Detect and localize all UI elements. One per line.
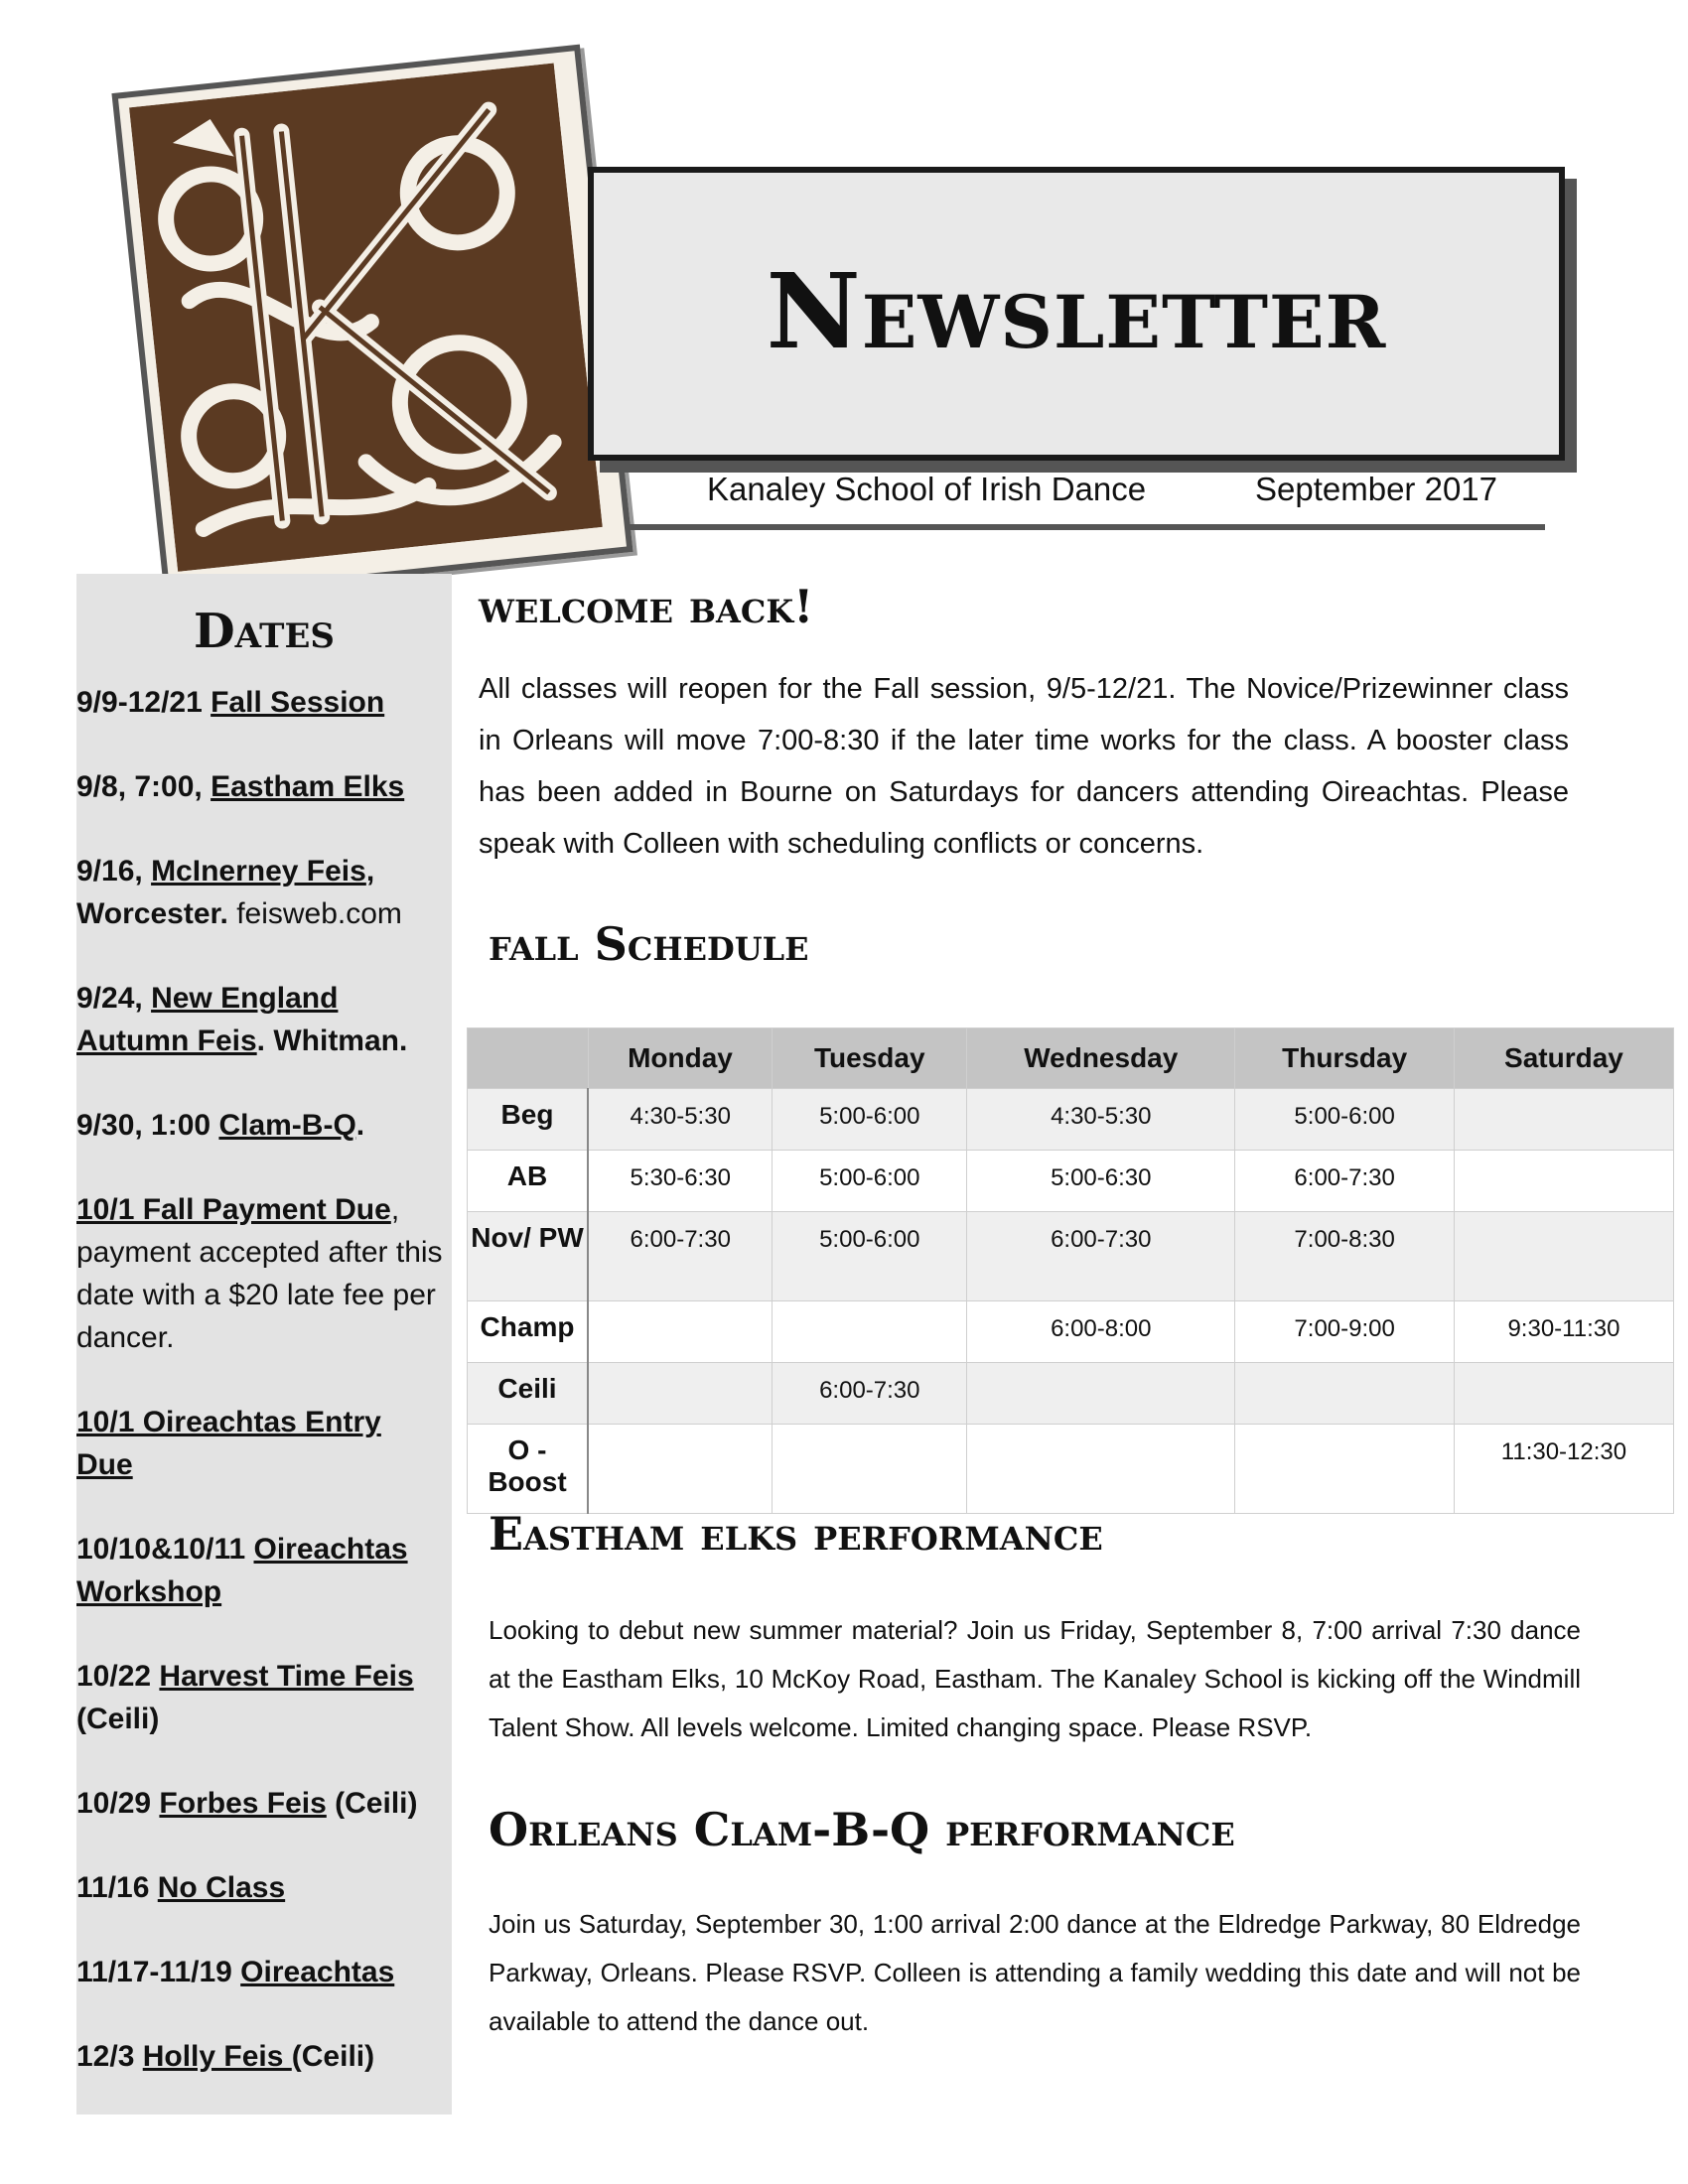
fall-schedule-table	[467, 1027, 1674, 1514]
date-entry-pre: 9/9-12/21	[76, 686, 211, 719]
date-entry-link[interactable]: McInerney Feis	[151, 855, 366, 887]
welcome-paragraph: All classes will reopen for the Fall session, 9/5-12/21. The Novice/Prizewinner class in Orleans will move 7:00-8:30 if the later time works for the class. A booster class has been added in Bourne on Saturdays for dancers attending Oireachtas. Please speak with Colleen with scheduling conflicts or concerns.	[479, 673, 1569, 860]
schedule-cell	[773, 1301, 967, 1363]
date-entry-pre: 9/30, 1:00	[76, 1109, 219, 1142]
schedule-cell: 6:00-7:30	[588, 1212, 773, 1301]
schedule-cell: 5:30-6:30	[588, 1151, 773, 1212]
schedule-cell	[967, 1425, 1235, 1514]
date-entry-pre: 10/10&10/11	[76, 1533, 254, 1566]
schedule-cell: 6:00-7:30	[1235, 1151, 1455, 1212]
schedule-cell	[1454, 1363, 1673, 1425]
date-entry-link[interactable]: Clam-B-Q	[218, 1109, 356, 1142]
schedule-cell: 5:00-6:00	[1235, 1089, 1455, 1151]
date-entry	[76, 1104, 452, 1147]
schedule-cell	[1454, 1151, 1673, 1212]
schedule-cell	[588, 1363, 773, 1425]
schedule-cell	[1454, 1212, 1673, 1301]
date-entry-pre: 9/8, 7:00,	[76, 770, 211, 803]
schedule-cell: 4:30-5:30	[588, 1089, 773, 1151]
date-entry	[76, 977, 452, 1062]
page-title: Newsletter	[766, 250, 1387, 372]
date-entry-pre: 12/3	[76, 2040, 143, 2073]
date-entry-pre: 9/24,	[76, 982, 152, 1015]
schedule-row	[468, 1425, 1674, 1514]
schedule-cell: 6:00-7:30	[773, 1363, 967, 1425]
schedule-header-row	[468, 1028, 1674, 1089]
date-entry-pre: 10/29	[76, 1787, 160, 1820]
welcome-heading: welcome back!	[479, 580, 814, 633]
date-entry-post: , Worcester.	[76, 855, 375, 930]
schedule-row-label: O - Boost	[468, 1425, 589, 1514]
date-entry-pre: 9/16,	[76, 855, 152, 887]
date-entry	[76, 1188, 452, 1359]
schedule-cell: 7:00-8:30	[1235, 1212, 1455, 1301]
schedule-cell: 5:00-6:00	[773, 1089, 967, 1151]
schedule-row	[468, 1151, 1674, 1212]
date-entry-link[interactable]: Fall Session	[211, 686, 385, 719]
date-list	[76, 681, 452, 2078]
orleans-paragraph: Join us Saturday, September 30, 1:00 arrival 2:00 dance at the Eldredge Parkway, 80 Eldredge Parkway, Orleans. Please RSVP. Colleen is attending a family wedding this date and will not be available to attend the dance out.	[489, 1909, 1581, 2036]
date-entry-post: .	[355, 1109, 365, 1142]
schedule-cell: 11:30-12:30	[1454, 1425, 1673, 1514]
schedule-row-label: AB	[468, 1151, 589, 1212]
schedule-corner-cell	[468, 1028, 589, 1089]
schedule-col-wednesday: Wednesday	[967, 1028, 1235, 1089]
date-entry-pre: 11/16	[76, 1871, 158, 1904]
schedule-cell	[588, 1301, 773, 1363]
schedule-cell: 5:00-6:30	[967, 1151, 1235, 1212]
orleans-heading: Orleans Clam-B-Q performance	[489, 1803, 1235, 1856]
date-entry	[76, 1951, 452, 1993]
date-entry-link[interactable]: Harvest Time Feis	[159, 1660, 414, 1693]
schedule-cell: 5:00-6:00	[773, 1151, 967, 1212]
date-entry	[76, 681, 452, 724]
date-entry-link[interactable]: Holly Feis	[142, 2040, 292, 2073]
date-entry	[76, 1866, 452, 1909]
date-entry-note: , payment accepted after this date with a $20 late fee per dancer.	[76, 1193, 443, 1354]
date-entry-link[interactable]: Oireachtas	[240, 1956, 395, 1988]
schedule-cell: 5:00-6:00	[773, 1212, 967, 1301]
date-entry	[76, 1528, 452, 1613]
date-entry	[76, 765, 452, 808]
date-entry-note: feisweb.com	[227, 897, 402, 930]
schedule-col-monday: Monday	[588, 1028, 773, 1089]
date-entry-link[interactable]: Eastham Elks	[211, 770, 405, 803]
schedule-row-label: Ceili	[468, 1363, 589, 1425]
schedule-cell	[588, 1425, 773, 1514]
schedule-cell	[1235, 1363, 1455, 1425]
schedule-row	[468, 1212, 1674, 1301]
issue-date: September 2017	[1255, 471, 1498, 507]
schedule-row-label: Beg	[468, 1089, 589, 1151]
date-entry-link[interactable]: No Class	[157, 1871, 286, 1904]
schedule-cell	[773, 1425, 967, 1514]
date-entry	[76, 850, 452, 935]
schedule-cell	[1454, 1089, 1673, 1151]
schedule-col-thursday: Thursday	[1235, 1028, 1455, 1089]
date-entry-link[interactable]: Forbes Feis	[159, 1787, 327, 1820]
schedule-heading: fall Schedule	[489, 917, 809, 971]
schedule-col-saturday: Saturday	[1454, 1028, 1673, 1089]
date-entry-post: (Ceili)	[76, 1703, 160, 1735]
celtic-knot-icon	[129, 63, 603, 571]
schedule-row	[468, 1363, 1674, 1425]
date-entry-link[interactable]: 10/1 Fall Payment Due	[76, 1193, 391, 1226]
schedule-cell: 4:30-5:30	[967, 1089, 1235, 1151]
celtic-k-logo	[111, 45, 633, 602]
date-entry	[76, 1782, 452, 1825]
date-entry	[76, 2035, 452, 2078]
date-entry-pre: 10/22	[76, 1660, 160, 1693]
date-entry-post: (Ceili)	[291, 2040, 375, 2073]
schedule-cell	[967, 1363, 1235, 1425]
date-entry-pre: 11/17-11/19	[76, 1956, 241, 1988]
eastham-paragraph: Looking to debut new summer material? Join us Friday, September 8, 7:00 arrival 7:30 dance at the Eastham Elks, 10 McKoy Road, Eastham. The Kanaley School is kicking off the Windmill Talent Show. All levels welcome. Limited changing space. Please RSVP.	[489, 1615, 1581, 1742]
school-name: Kanaley School of Irish Dance	[707, 471, 1147, 507]
header-subline	[628, 467, 1545, 530]
date-entry-post: (Ceili)	[326, 1787, 418, 1820]
date-entry-post: . Whitman.	[256, 1024, 408, 1057]
newsletter-title-box	[588, 167, 1565, 461]
schedule-row-label: Champ	[468, 1301, 589, 1363]
schedule-cell: 9:30-11:30	[1454, 1301, 1673, 1363]
schedule-row-label: Nov/ PW	[468, 1212, 589, 1301]
date-entry	[76, 1655, 452, 1740]
schedule-cell	[1235, 1425, 1455, 1514]
schedule-cell: 6:00-7:30	[967, 1212, 1235, 1301]
date-entry	[76, 1401, 452, 1486]
schedule-cell: 7:00-9:00	[1235, 1301, 1455, 1363]
schedule-cell: 6:00-8:00	[967, 1301, 1235, 1363]
date-entry-link[interactable]: 10/1 Oireachtas Entry Due	[76, 1406, 381, 1481]
date-entry-link[interactable]: New England Autumn Feis	[76, 982, 339, 1057]
sidebar-title: Dates	[194, 604, 335, 659]
schedule-row	[468, 1301, 1674, 1363]
eastham-heading: Eastham elks performance	[489, 1507, 1103, 1561]
schedule-body	[468, 1089, 1674, 1514]
schedule-col-tuesday: Tuesday	[773, 1028, 967, 1089]
date-entry-link[interactable]: Oireachtas Workshop	[76, 1533, 408, 1608]
schedule-row	[468, 1089, 1674, 1151]
dates-sidebar	[76, 574, 452, 2115]
